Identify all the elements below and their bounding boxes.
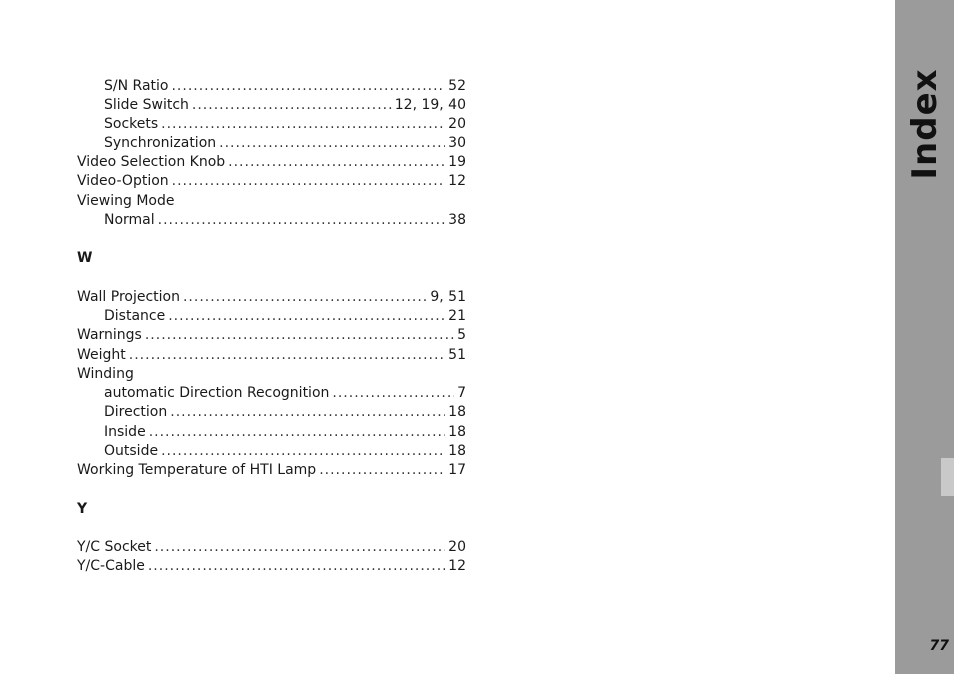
index-heading-entry [77, 365, 466, 384]
dot-leader [161, 442, 445, 461]
index-term: Slide Switch [104, 97, 189, 113]
index-entry [77, 346, 466, 365]
index-entry [104, 307, 466, 326]
index-term: Winding [77, 366, 134, 382]
index-page-ref: 12, 19, 40 [394, 97, 466, 113]
index-page-ref: 51 [448, 347, 466, 363]
index-page-ref: 18 [448, 443, 466, 459]
index-heading-entry [77, 192, 466, 211]
index-term: Inside [104, 424, 146, 440]
index-term: Wall Projection [77, 289, 180, 305]
index-page-ref: 21 [448, 308, 466, 324]
dot-leader [149, 423, 445, 442]
index-entry [104, 423, 466, 442]
dot-leader [170, 403, 445, 422]
index-term: automatic Direction Recognition [104, 385, 330, 401]
index-page-ref: 12 [448, 558, 466, 574]
dot-leader [145, 326, 454, 345]
index-term: Y/C-Cable [77, 558, 145, 574]
dot-leader [168, 307, 445, 326]
index-page-ref: 7 [457, 385, 466, 401]
index-page-ref: 9, 51 [430, 289, 466, 305]
index-page-ref: 30 [448, 135, 466, 151]
index-letter-heading: W [77, 250, 93, 266]
dot-leader [183, 288, 427, 307]
index-entry [104, 211, 466, 230]
dot-leader [332, 384, 454, 403]
index-entry [104, 442, 466, 461]
dot-leader [161, 115, 445, 134]
index-page-ref: 20 [448, 116, 466, 132]
dot-leader [219, 134, 445, 153]
index-term: S/N Ratio [104, 78, 169, 94]
index-entry [77, 557, 466, 576]
index-entry [77, 288, 466, 307]
index-term: Sockets [104, 116, 159, 132]
index-letter-heading: Y [77, 501, 88, 517]
index-entry [104, 115, 466, 134]
index-term: Weight [77, 347, 126, 363]
page-number: 77 [929, 638, 949, 654]
index-entry [104, 77, 466, 96]
dot-leader [319, 461, 445, 480]
index-entry [77, 538, 466, 557]
index-term: Warnings [77, 327, 142, 343]
index-entry [104, 96, 466, 115]
index-entry [77, 172, 466, 191]
index-page-ref: 18 [448, 404, 466, 420]
index-term: Video-Option [77, 173, 169, 189]
index-entry [104, 134, 466, 153]
dot-leader [148, 557, 445, 576]
section-title-text: Index [904, 68, 945, 180]
section-sidebar [895, 0, 954, 674]
index-term: Outside [104, 443, 159, 459]
dot-leader [158, 211, 446, 230]
index-term: Distance [104, 308, 166, 324]
dot-leader [171, 77, 445, 96]
index-page-ref: 38 [448, 212, 466, 228]
index-page-ref: 5 [457, 327, 466, 343]
index-term: Viewing Mode [77, 193, 175, 209]
index-term: Video Selection Knob [77, 154, 226, 170]
dot-leader [129, 346, 445, 365]
index-term: Normal [104, 212, 155, 228]
index-entry [77, 461, 466, 480]
index-entry [77, 326, 466, 345]
dot-leader [192, 96, 392, 115]
index-term: Working Temperature of HTI Lamp [77, 462, 317, 478]
index-page-ref: 52 [448, 78, 466, 94]
dot-leader [154, 538, 445, 557]
section-title-vertical [895, 68, 954, 180]
index-term: Direction [104, 404, 168, 420]
index-entry [104, 403, 466, 422]
index-term: Synchronization [104, 135, 217, 151]
index-page-ref: 20 [448, 539, 466, 555]
dot-leader [228, 153, 445, 172]
thumb-tab-marker [941, 458, 954, 496]
index-page-ref: 17 [448, 462, 466, 478]
index-page-ref: 19 [448, 154, 466, 170]
dot-leader [172, 172, 446, 191]
index-entry [104, 384, 466, 403]
index-entry [77, 153, 466, 172]
index-page-ref: 12 [448, 173, 466, 189]
index-term: Y/C Socket [77, 539, 152, 555]
index-page-ref: 18 [448, 424, 466, 440]
